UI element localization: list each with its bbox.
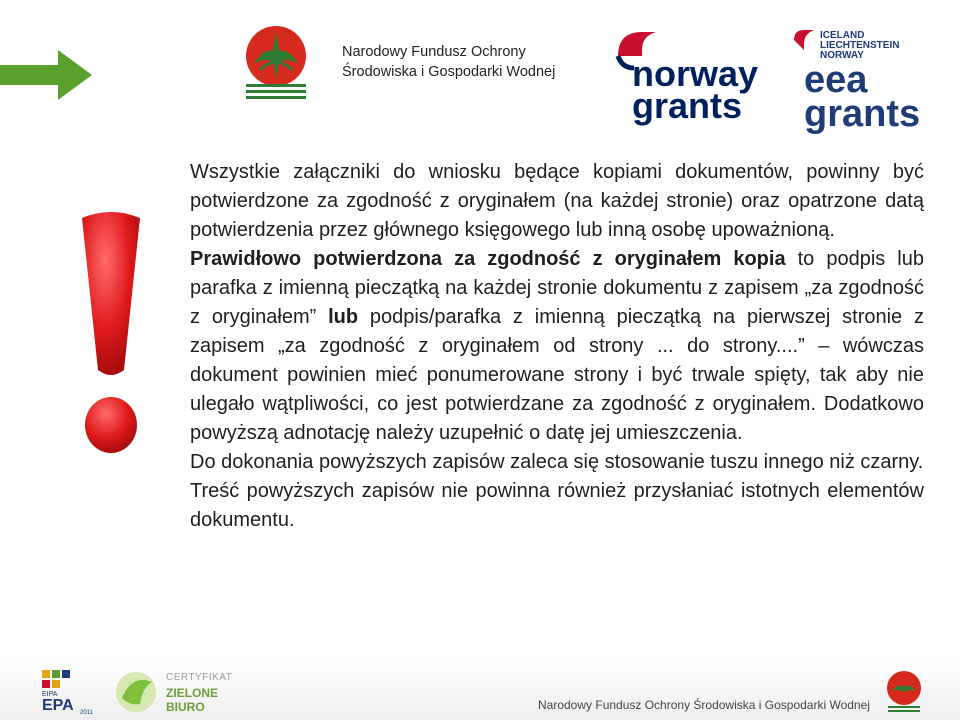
epa-year: 2011 (80, 710, 93, 716)
paragraph-obscure: Treść powyższych zapisów nie powinna również przysłaniać istotnych elementów dokumentu. (190, 480, 924, 531)
certificate-label: CERTYFIKAT (166, 672, 233, 683)
arrow-icon (0, 50, 96, 100)
certified-copy-text2: podpis/parafka z imienną pieczątką na pierwszej stronie z zapisem „za zgodność z oryginałem od strony ... do strony....” – wówczas dokument powinien mieć ponumerowane strony i być trwale spięty, tak aby nie ulegało wątpliwości, co jest potwierdzane za zgodność z oryginałem. Dodatkowo powyższą adnotację należy uzupełnić o datę jej umieszczenia. (190, 306, 924, 444)
paragraph-attachments: Wszystkie załączniki do wniosku będące kopiami dokumentów, powinny być potwierdzone za zgodność z oryginałem (na każdej stronie) oraz opatrzone datą potwierdzenia przez głównego księgowego lub inną osobę upoważnioną. (190, 161, 924, 241)
exclamation-icon (66, 210, 156, 470)
eea-country-iceland: ICELAND (820, 30, 865, 41)
organization-name-line1: Narodowy Fundusz Ochrony (342, 44, 526, 60)
norway-word: norway (632, 53, 759, 94)
paragraph-ink: Do dokonania powyższych zapisów zaleca się stosowanie tuszu innego niż czarny. (190, 451, 924, 473)
certificate-line1: ZIELONE (166, 686, 219, 700)
norway-grants-word: grants (632, 85, 743, 126)
eipa-label: EIPA (42, 691, 58, 698)
eea-country-liechtenstein: LIECHTENSTEIN (820, 40, 900, 51)
certified-copy-text1: to podpis lub parafka z imienną pieczątką na każdej stronie dokumentu z zapisem „za zgodność z oryginałem” (190, 248, 924, 328)
nfosigw-small-logo (884, 670, 924, 714)
nfosigw-logo (240, 24, 312, 100)
organization-name-line2: Środowiska i Gospodarki Wodnej (342, 64, 556, 80)
norway-grants-logo (612, 26, 782, 126)
eea-country-norway: NORWAY (820, 50, 864, 61)
eipa-epa-logo (40, 668, 100, 716)
eea-grants-logo (790, 26, 960, 136)
paragraph-certified-copy (190, 245, 924, 448)
main-content (190, 158, 924, 535)
certified-copy-or: lub (328, 306, 359, 328)
epa-label: EPA (42, 697, 74, 714)
eea-word: eea (804, 59, 868, 101)
footer-organization-name: Narodowy Fundusz Ochrony Środowiska i Gospodarki Wodnej (538, 698, 870, 712)
eea-grants-word: grants (804, 93, 921, 135)
organization-name (342, 42, 555, 82)
certified-copy-heading: Prawidłowo potwierdzona za zgodność z oryginałem kopia (190, 248, 786, 270)
certificate-line2: BIURO (166, 700, 205, 714)
